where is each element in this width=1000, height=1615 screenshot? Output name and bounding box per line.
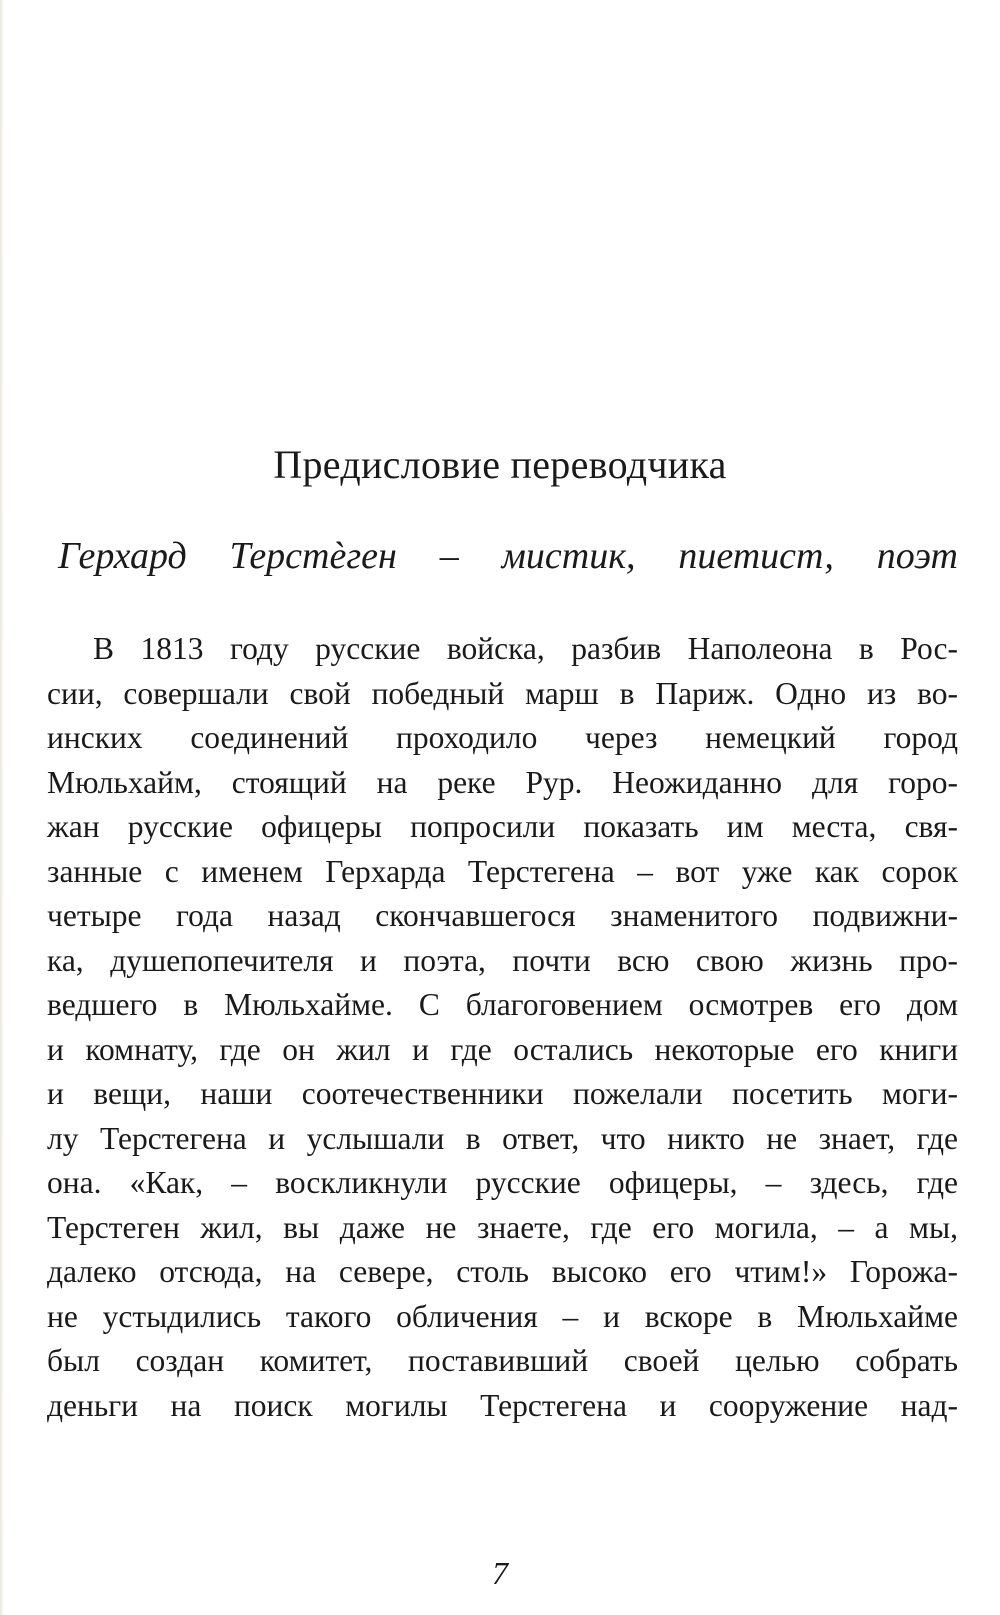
body-paragraph xyxy=(47,627,958,1428)
body-line: инских соединений проходило через немецкий город xyxy=(47,720,958,755)
chapter-subtitle: Герхард Терстѐген – мистик, пиетист, поэт xyxy=(58,535,958,577)
page-number: 7 xyxy=(492,1555,508,1591)
page-edge-shadow xyxy=(0,0,4,1615)
body-line: занные с именем Герхарда Терстегена – вот уже как сорок xyxy=(47,853,958,889)
body-line: и вещи, наши соотечественники пожелали посетить моги- xyxy=(47,1076,958,1111)
body-line: далеко отсюда, на севере, столь высоко его чтим!» Горожа- xyxy=(47,1254,958,1289)
body-line: и комнату, где он жил и где остались некоторые его книги xyxy=(47,1031,958,1067)
body-line: Мюльхайм, стоящий на реке Рур. Неожиданно для горо- xyxy=(47,764,958,800)
body-line: Терстеген жил, вы даже не знаете, где его могила, – а мы, xyxy=(47,1209,958,1245)
body-line: В 1813 году русские войска, разбив Наполеона в Рос- xyxy=(93,631,958,666)
body-line: четыре года назад скончавшегося знаменитого подвижни- xyxy=(47,898,958,933)
body-line: ка, душепопечителя и поэта, почти всю свою жизнь про- xyxy=(47,942,958,978)
body-line: она. «Как, – воскликнули русские офицеры, – здесь, где xyxy=(47,1165,958,1200)
body-line: был создан комитет, поставивший своей целью собрать xyxy=(47,1343,958,1378)
chapter-title: Предисловие переводчика xyxy=(273,442,727,487)
body-line: деньги на поиск могилы Терстегена и сооружение над- xyxy=(47,1387,958,1423)
body-line: жан русские офицеры попросили показать им места, свя- xyxy=(47,809,958,844)
body-line: сии, совершали свой победный марш в Париж. Одно из во- xyxy=(47,675,958,711)
body-line: не устыдились такого обличения – и вскоре в Мюльхайме xyxy=(47,1298,958,1334)
body-line: лу Терстегена и услышали в ответ, что никто не знает, где xyxy=(47,1120,958,1156)
body-line: ведшего в Мюльхайме. С благоговением осмотрев его дом xyxy=(47,987,958,1022)
